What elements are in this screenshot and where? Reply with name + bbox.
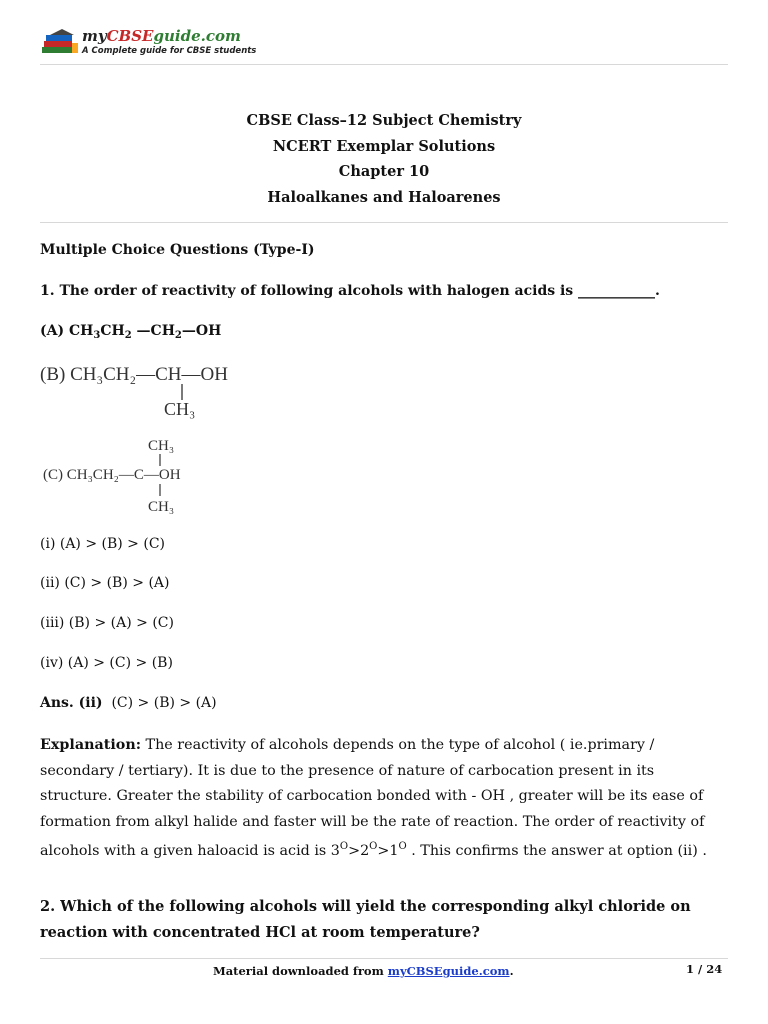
title-divider	[40, 222, 728, 223]
structure-c-top: CH₃	[148, 438, 175, 454]
footer-site-link[interactable]: myCBSEguide.com	[387, 964, 510, 978]
brand-tagline: A Complete guide for CBSE students	[82, 46, 257, 56]
site-logo[interactable]	[40, 27, 260, 61]
structure-b-image	[40, 362, 260, 422]
page-number: 1 / 24	[686, 962, 723, 976]
header-divider	[40, 64, 728, 65]
option-a-formula: (A) $CH_3CH_2$ $—CH_2—OH$	[40, 323, 222, 341]
explanation-paragraph: Explanation: The reactivity of alcohols depends on the type of alcohol ( ie.primary / secondary / tertiary). It is due to the presence of nature of carbocation present in its structure. Greater the stability of carbocation bonded with - OH , greater will be its ease of formation from alkyl halide and faster will be the rate of reaction. The order of reactivity of alcohols with a given haloacid is acid is $3^O>2^O>1^O$ . This confirms the answer at option (ii) .	[40, 737, 707, 859]
section-heading: Multiple Choice Questions (Type-I)	[40, 242, 315, 258]
structure-b-branch: CH₃	[164, 399, 196, 419]
question-1-text: 1. The order of reactivity of following alcohols with halogen acids is ___________.	[40, 283, 660, 299]
title-line-chapter: Chapter 10	[338, 163, 430, 180]
books-logo-icon	[40, 29, 80, 57]
title-line-topic: Haloalkanes and Haloarenes	[267, 188, 501, 206]
document-title	[40, 108, 728, 210]
answer-line	[40, 693, 728, 713]
structure-c-bottom: CH₃	[148, 499, 175, 515]
title-line-subject: CBSE Class–12 Subject Chemistry	[246, 112, 522, 129]
answer-label: Ans. (ii)	[40, 695, 103, 711]
brand-name: myCBSEguide.com	[82, 27, 241, 45]
structure-b-label: (B) CH₃CH₂—CH—OH	[40, 364, 228, 385]
choice-i: (i) (A) > (B) > (C)	[40, 536, 165, 552]
footer-credit: Material downloaded from myCBSEguide.com.	[213, 964, 514, 978]
question-2-text: 2. Which of the following alcohols will yield the corresponding alkyl chloride on reaction with concentrated HCl at room temperature?	[40, 898, 691, 941]
explanation-label: Explanation:	[40, 737, 142, 753]
answer-value: (C) > (B) > (A)	[111, 695, 217, 711]
structure-c-image	[40, 434, 240, 516]
footer-divider	[40, 958, 728, 959]
structure-c-label: (C) CH₃CH₂—C—OH	[43, 467, 181, 483]
title-line-exemplar: NCERT Exemplar Solutions	[272, 137, 496, 155]
choice-iii: (iii) (B) > (A) > (C)	[40, 615, 174, 631]
choice-iv: (iv) (A) > (C) > (B)	[40, 655, 173, 671]
choice-ii: (ii) (C) > (B) > (A)	[40, 575, 170, 591]
